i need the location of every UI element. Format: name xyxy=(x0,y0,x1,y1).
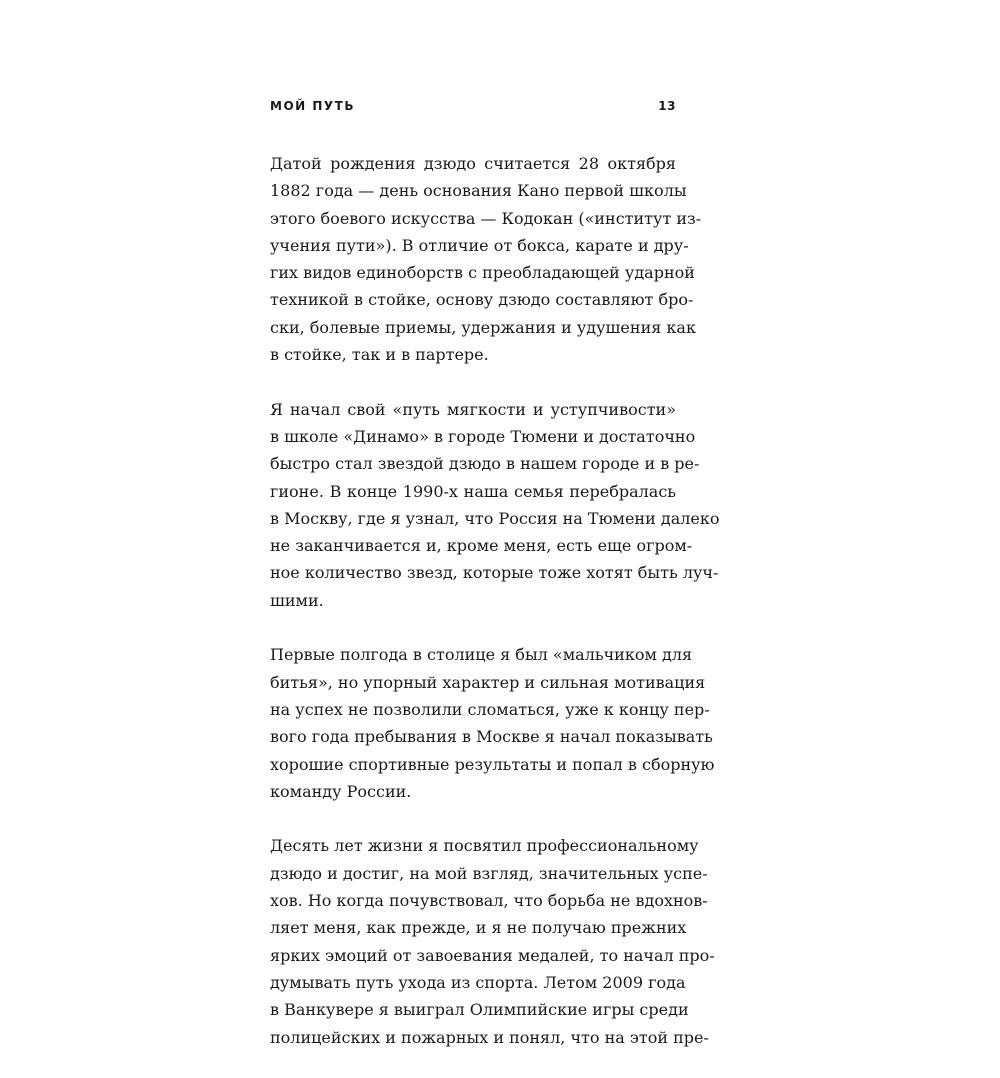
text-line: полицейских и пожарных и понял, что на этой пре- xyxy=(270,1027,709,1047)
text-line: учения пути»). В отличие от бокса, карате и дру- xyxy=(270,235,689,255)
text-line: шими. xyxy=(270,590,324,610)
chapter-title: МОЙ ПУТЬ xyxy=(270,99,355,113)
text-line: думывать путь ухода из спорта. Летом 2009 года xyxy=(270,972,686,992)
text-line: на успех не позволили сломаться, уже к концу пер- xyxy=(270,699,710,719)
text-line: быстро стал звездой дзюдо в нашем городе и в ре- xyxy=(270,454,700,474)
paragraph xyxy=(270,832,715,1050)
text-line: ярких эмоций от завоевания медалей, то начал про- xyxy=(270,945,715,965)
text-line: Я начал свой «путь мягкости и уступчивости» xyxy=(270,399,676,419)
text-line: в Москву, где я узнал, что Россия на Тюмени далеко xyxy=(270,508,720,528)
text-line: в школе «Динамо» в городе Тюмени и достаточно xyxy=(270,426,696,446)
text-line: гих видов единоборств с преобладающей ударной xyxy=(270,263,695,283)
text-line: Датой рождения дзюдо считается 28 октября xyxy=(270,154,676,173)
text-line: не заканчивается и, кроме меня, есть еще огром- xyxy=(270,536,693,556)
text-line: в Ванкувере я выиграл Олимпийские игры среди xyxy=(270,1000,689,1020)
text-line: ное количество звезд, которые тоже хотят быть луч- xyxy=(270,563,719,583)
text-line: хов. Но когда почувствовал, что борьба не вдохнов- xyxy=(270,891,708,911)
text-line: вого года пребывания в Москве я начал показывать xyxy=(270,727,713,747)
text-line: Первые полгода в столице я был «мальчиком для xyxy=(270,645,693,665)
text-line: ски, болевые приемы, удержания и удушения как xyxy=(270,317,696,337)
body-text xyxy=(270,150,720,1078)
paragraph xyxy=(270,396,720,614)
text-line: ляет меня, как прежде, и я не получаю прежних xyxy=(270,918,687,938)
text-line: этого боевого искусства — Кодокан («институт из- xyxy=(270,208,702,228)
text-line: гионе. В конце 1990-х наша семья перебралась xyxy=(270,481,676,501)
running-head xyxy=(270,99,676,113)
text-line: хорошие спортивные результаты и попал в сборную xyxy=(270,754,715,774)
page-number: 13 xyxy=(658,99,676,113)
text-line: 1882 года — день основания Кано первой школы xyxy=(270,181,687,201)
text-line: дзюдо и достиг, на мой взгляд, значительных успе- xyxy=(270,863,708,883)
text-line: в стойке, так и в партере. xyxy=(270,345,489,365)
text-line: команду России. xyxy=(270,781,412,801)
text-line: битья», но упорный характер и сильная мотивация xyxy=(270,672,706,692)
paragraph xyxy=(270,641,715,805)
text-line: техникой в стойке, основу дзюдо составляют бро- xyxy=(270,290,694,310)
paragraph xyxy=(270,150,702,368)
text-line: Десять лет жизни я посвятил профессиональному xyxy=(270,836,699,856)
